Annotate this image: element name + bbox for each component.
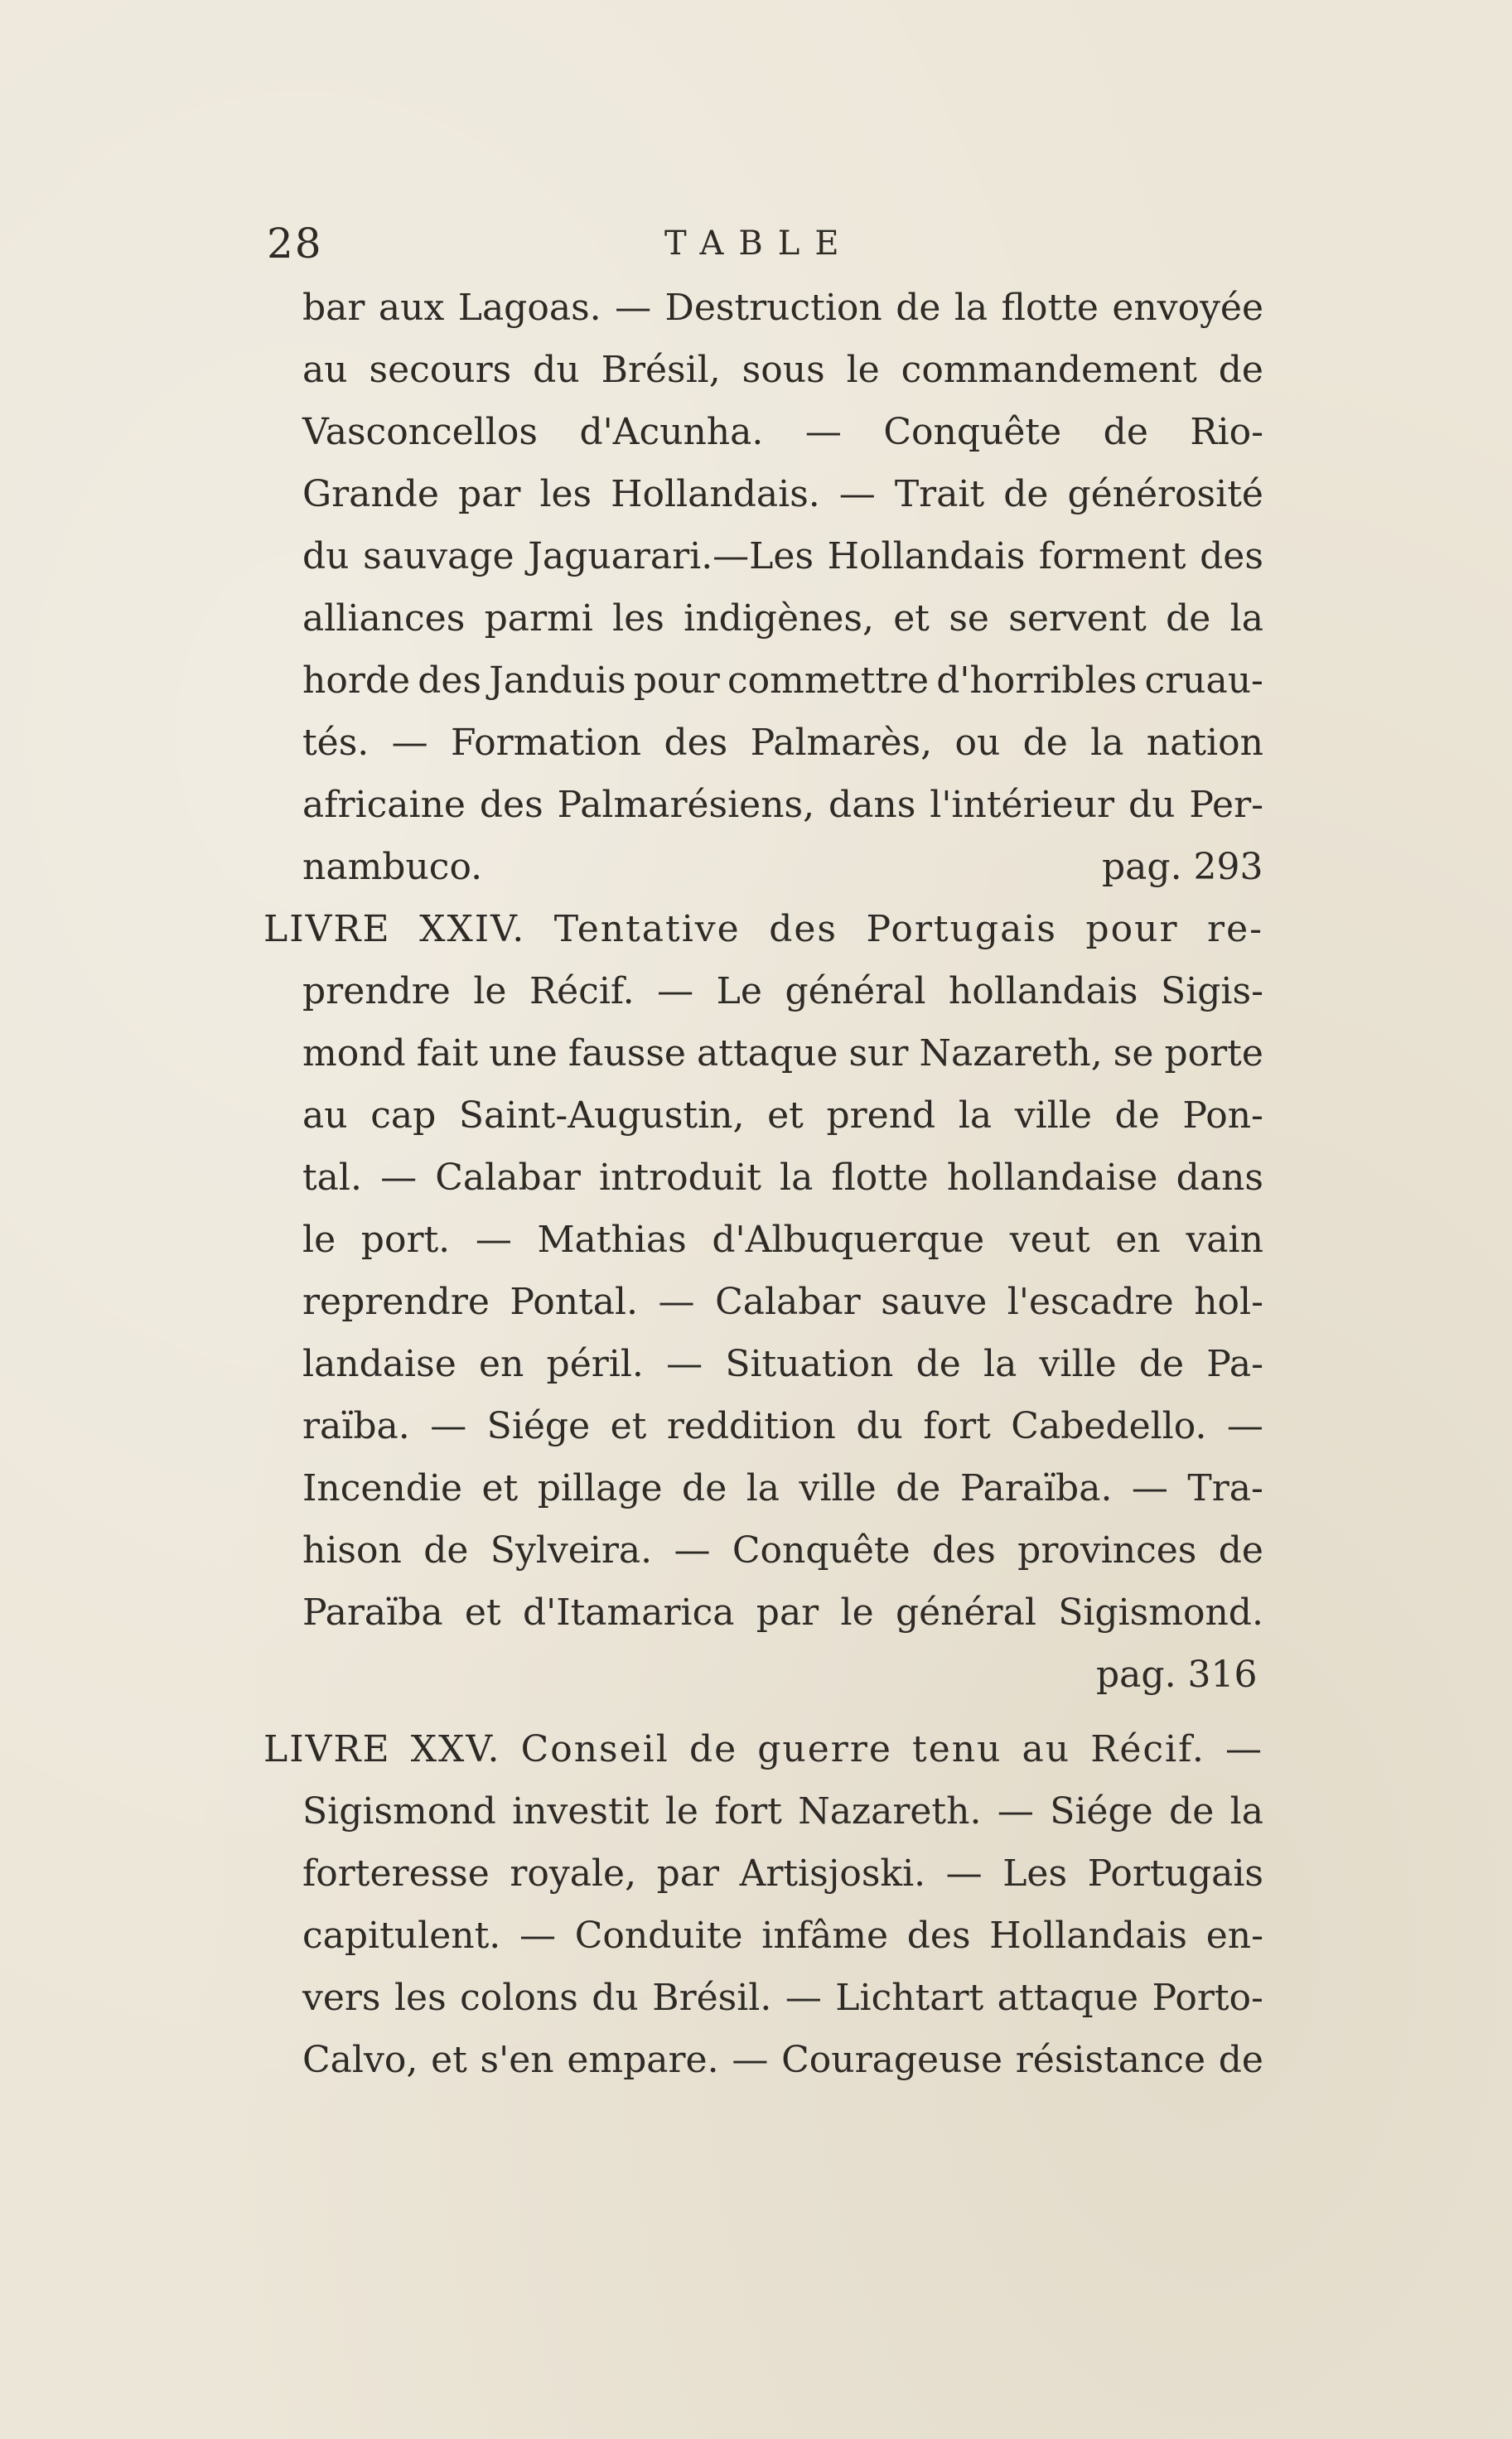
word: Situation <box>725 1343 894 1385</box>
word: — <box>430 1405 467 1447</box>
word: fort <box>923 1405 991 1447</box>
word: sauve <box>881 1281 988 1323</box>
word: du <box>592 1977 639 2019</box>
text-line <box>302 1277 1263 1327</box>
word: Calvo, <box>302 2039 418 2081</box>
word: s'en <box>480 2039 554 2081</box>
word: Les <box>1002 1852 1068 1895</box>
word: Porto- <box>1152 1977 1263 2019</box>
word: Brésil, <box>601 349 721 391</box>
text-line <box>302 656 1263 706</box>
word: du <box>856 1405 903 1447</box>
word: — <box>732 2039 769 2081</box>
running-title: TABLE <box>664 225 854 263</box>
word: Portugais <box>1087 1852 1263 1895</box>
word: — <box>1131 1467 1168 1509</box>
word: du <box>302 535 350 577</box>
word: secours <box>369 349 512 391</box>
text-line <box>302 1402 1263 1451</box>
word: des <box>1200 535 1263 577</box>
text-line <box>302 1215 1263 1265</box>
word: — <box>658 1281 695 1323</box>
word: Nazareth, <box>919 1032 1103 1075</box>
word: du <box>1128 784 1176 826</box>
word: guerre <box>757 1728 892 1770</box>
word: envoyée <box>1112 287 1263 329</box>
word: du <box>533 349 580 391</box>
word: — <box>674 1529 711 1572</box>
text-line <box>302 283 1263 333</box>
word: l'escadre <box>1007 1281 1174 1323</box>
word: XXV. <box>410 1728 501 1770</box>
word: Brésil. <box>652 1977 772 2019</box>
word: Hollandais. <box>611 473 820 515</box>
word: les <box>394 1977 447 2019</box>
word: Courageuse <box>781 2039 1002 2081</box>
word: empare. <box>567 2039 719 2081</box>
word: hison <box>302 1529 402 1572</box>
word: — <box>804 411 842 453</box>
word: hollandais <box>948 970 1138 1012</box>
word: royale, <box>510 1852 637 1895</box>
word: au <box>302 1094 348 1137</box>
word: une <box>489 1032 558 1075</box>
word: des <box>479 784 543 826</box>
word: — <box>997 1790 1034 1833</box>
word: Lagoas. <box>457 287 601 329</box>
word: au <box>1022 1728 1071 1770</box>
word: le <box>846 349 880 391</box>
word: de <box>896 1467 941 1509</box>
word: dans <box>1176 1157 1263 1199</box>
word: pour <box>633 659 720 702</box>
text-line <box>302 1973 1263 2023</box>
word: flotte <box>831 1157 929 1199</box>
word: — <box>615 287 652 329</box>
word: infâme <box>761 1915 888 1957</box>
word: de <box>1003 473 1049 515</box>
word: générosité <box>1067 473 1263 515</box>
word: introduit <box>599 1157 761 1199</box>
word: Nazareth. <box>798 1790 982 1833</box>
word: cap <box>370 1094 437 1137</box>
word: Jaguarari.—Les <box>528 535 814 577</box>
word: Pontal. <box>510 1281 639 1323</box>
word: la <box>954 287 988 329</box>
word: Janduis <box>489 659 626 702</box>
page-reference: pag. 316 <box>1096 1654 1258 1696</box>
word: se <box>949 597 989 640</box>
word: de <box>688 1728 738 1770</box>
page-header <box>267 220 1269 278</box>
text-line <box>302 470 1263 519</box>
word: Per- <box>1189 784 1263 826</box>
word: ville <box>1014 1094 1092 1137</box>
word: Hollandais <box>827 535 1026 577</box>
word: indigènes, <box>684 597 874 640</box>
text-line <box>302 408 1263 457</box>
word: de <box>915 1343 961 1385</box>
word: tal. <box>302 1157 362 1199</box>
word: africaine <box>302 784 466 826</box>
word: de <box>423 1529 469 1572</box>
text-line <box>302 594 1263 644</box>
word: dans <box>828 784 916 826</box>
word: sauvage <box>363 535 514 577</box>
word: Conseil <box>520 1728 669 1770</box>
page-reference: pag. 293 <box>1102 846 1263 888</box>
word: Trait <box>894 473 985 515</box>
word: Sigismond <box>302 1790 496 1833</box>
word: Calabar <box>435 1157 581 1199</box>
word: la <box>1090 722 1124 764</box>
word: Paraïba. <box>959 1467 1113 1509</box>
text-line <box>302 532 1263 582</box>
word: Pon- <box>1182 1094 1263 1137</box>
word: Portugais <box>866 908 1057 950</box>
word: péril. <box>546 1343 644 1385</box>
word: général <box>895 1591 1036 1634</box>
word: de <box>1218 2039 1263 2081</box>
chapter-line <box>263 905 1263 954</box>
text-line <box>302 1787 1263 1837</box>
word: Artisjoski. <box>739 1852 926 1895</box>
word: hol- <box>1194 1281 1263 1323</box>
word: Cabedello. <box>1011 1405 1207 1447</box>
word: des <box>931 1529 996 1572</box>
word: prend <box>826 1094 936 1137</box>
word: LIVRE <box>263 908 391 950</box>
word: Grande <box>302 473 439 515</box>
word: raïba. <box>302 1405 410 1447</box>
word: hollandaise <box>946 1157 1158 1199</box>
chapter-line <box>263 1725 1263 1775</box>
text-line <box>302 1464 1263 1514</box>
word: colons <box>460 1977 578 2019</box>
word: — <box>391 722 428 764</box>
word: Siége <box>1050 1790 1153 1833</box>
word: et <box>431 2039 467 2081</box>
word: et <box>767 1094 804 1137</box>
word: au <box>302 349 348 391</box>
word: par <box>457 473 521 515</box>
word: porte <box>1164 1032 1263 1075</box>
word: Tra- <box>1187 1467 1263 1509</box>
word: commettre <box>727 659 930 702</box>
word: Conquête <box>732 1529 911 1572</box>
word: Conduite <box>574 1915 743 1957</box>
word: la <box>780 1157 814 1199</box>
word: parmi <box>484 597 593 640</box>
word: Hollandais <box>989 1915 1187 1957</box>
word: les <box>612 597 664 640</box>
word: le <box>473 970 507 1012</box>
word: le <box>302 1219 336 1261</box>
word: et <box>464 1591 501 1634</box>
word: se <box>1113 1032 1154 1075</box>
word: veut <box>1009 1219 1090 1261</box>
word: — <box>785 1977 822 2019</box>
word: des <box>906 1915 971 1957</box>
word: général <box>785 970 926 1012</box>
word: Incendie <box>302 1467 463 1509</box>
word: Palmarésiens, <box>557 784 815 826</box>
word: en- <box>1205 1915 1263 1957</box>
word: — <box>666 1343 703 1385</box>
word: et <box>610 1405 647 1447</box>
word: Conquête <box>883 411 1062 453</box>
text-line <box>302 2036 1263 2085</box>
word: vain <box>1186 1219 1263 1261</box>
word: forment <box>1038 535 1186 577</box>
word: la <box>746 1467 780 1509</box>
word: les <box>539 473 592 515</box>
word: — <box>945 1852 983 1895</box>
word: horde <box>302 659 411 702</box>
word: des <box>418 659 482 702</box>
text-line <box>302 1153 1263 1203</box>
text-line <box>302 967 1263 1017</box>
word: mond <box>302 1032 406 1075</box>
word: Destruction <box>664 287 882 329</box>
word: le <box>840 1591 874 1634</box>
word: d'horribles <box>936 659 1138 702</box>
word: Formation <box>450 722 642 764</box>
word: Saint-Augustin, <box>458 1094 745 1137</box>
text-line <box>302 1911 1263 1961</box>
word: des <box>769 908 838 950</box>
word: des <box>664 722 728 764</box>
word: résistance <box>1015 2039 1205 2081</box>
word: XXIV. <box>419 908 526 950</box>
text-line <box>302 1029 1263 1079</box>
word: attaque <box>997 1977 1139 2019</box>
word: — <box>657 970 694 1012</box>
word: Récif. <box>1090 1728 1205 1770</box>
word: fausse <box>568 1032 686 1075</box>
text-line <box>302 1091 1263 1141</box>
word: aux <box>378 287 445 329</box>
word: Sigismond. <box>1058 1591 1263 1634</box>
word: en <box>1115 1219 1161 1261</box>
word: servent <box>1008 597 1147 640</box>
word: ville <box>1039 1343 1117 1385</box>
word: flotte <box>1001 287 1099 329</box>
word: tenu <box>912 1728 1002 1770</box>
word: Tentative <box>553 908 741 950</box>
word: le <box>664 1790 698 1833</box>
word: la <box>958 1094 993 1137</box>
word: pour <box>1085 908 1179 950</box>
word: de <box>1138 1343 1185 1385</box>
word: — <box>519 1915 556 1957</box>
word: de <box>1022 722 1068 764</box>
word: Calabar <box>715 1281 861 1323</box>
word: de <box>1218 1529 1263 1572</box>
word: tés. <box>302 722 370 764</box>
word: pillage <box>537 1467 663 1509</box>
word: port. <box>360 1219 451 1261</box>
word: fait <box>416 1032 479 1075</box>
word: l'intérieur <box>930 784 1115 826</box>
word: Sylveira. <box>490 1529 653 1572</box>
word: et <box>481 1467 519 1509</box>
word: attaque <box>697 1032 838 1075</box>
word: — <box>1225 1728 1263 1770</box>
word: sur <box>848 1032 909 1075</box>
word: par <box>656 1852 720 1895</box>
word: vers <box>302 1977 381 2019</box>
word: LIVRE <box>263 1728 391 1770</box>
word: bar <box>302 287 365 329</box>
word: landaise <box>302 1343 456 1385</box>
word: Mathias <box>537 1219 687 1261</box>
text-line: nambuco. <box>302 846 483 888</box>
word: Vasconcellos <box>302 411 538 453</box>
word: forteresse <box>302 1852 490 1895</box>
word: sous <box>742 349 825 391</box>
text-line <box>302 1588 1263 1638</box>
word: de <box>1114 1094 1160 1137</box>
word: Sigis- <box>1161 970 1263 1012</box>
word: Récif. <box>529 970 635 1012</box>
word: ville <box>799 1467 877 1509</box>
word: de <box>1166 597 1211 640</box>
word: en <box>478 1343 524 1385</box>
word: ou <box>954 722 1001 764</box>
word: provinces <box>1017 1529 1197 1572</box>
word: Lichtart <box>835 1977 984 2019</box>
text-line <box>302 1340 1263 1389</box>
word: prendre <box>302 970 451 1012</box>
word: de <box>1103 411 1148 453</box>
word: Palmarès, <box>750 722 933 764</box>
word: Rio- <box>1190 411 1263 453</box>
word: et <box>893 597 930 640</box>
word: Pa- <box>1206 1343 1263 1385</box>
text-line <box>302 345 1263 395</box>
word: de <box>896 287 941 329</box>
word: fort <box>714 1790 782 1833</box>
word: d'Acunha. <box>579 411 764 453</box>
word: Paraïba <box>302 1591 443 1634</box>
word: par <box>756 1591 819 1634</box>
word: re- <box>1207 908 1263 950</box>
word: nation <box>1146 722 1263 764</box>
word: Siége <box>486 1405 591 1447</box>
word: reddition <box>666 1405 836 1447</box>
word: Le <box>716 970 762 1012</box>
word: d'Itamarica <box>522 1591 735 1634</box>
word: la <box>1229 597 1263 640</box>
word: alliances <box>302 597 466 640</box>
word: de <box>682 1467 727 1509</box>
word: capitulent. <box>302 1915 501 1957</box>
page-number: 28 <box>267 220 323 268</box>
text-line <box>302 1526 1263 1576</box>
word: — <box>475 1219 512 1261</box>
word: de <box>1169 1790 1215 1833</box>
word: d'Albuquerque <box>712 1219 985 1261</box>
word: la <box>1229 1790 1263 1833</box>
text-line <box>302 718 1263 768</box>
word: — <box>380 1157 418 1199</box>
text-line <box>302 1849 1263 1899</box>
word: de <box>1218 349 1263 391</box>
word: — <box>838 473 876 515</box>
word: — <box>1226 1405 1263 1447</box>
word: cruau- <box>1144 659 1263 702</box>
word: investit <box>512 1790 650 1833</box>
word: reprendre <box>302 1281 490 1323</box>
word: commandement <box>901 349 1197 391</box>
word: la <box>983 1343 1017 1385</box>
text-line <box>302 780 1263 830</box>
